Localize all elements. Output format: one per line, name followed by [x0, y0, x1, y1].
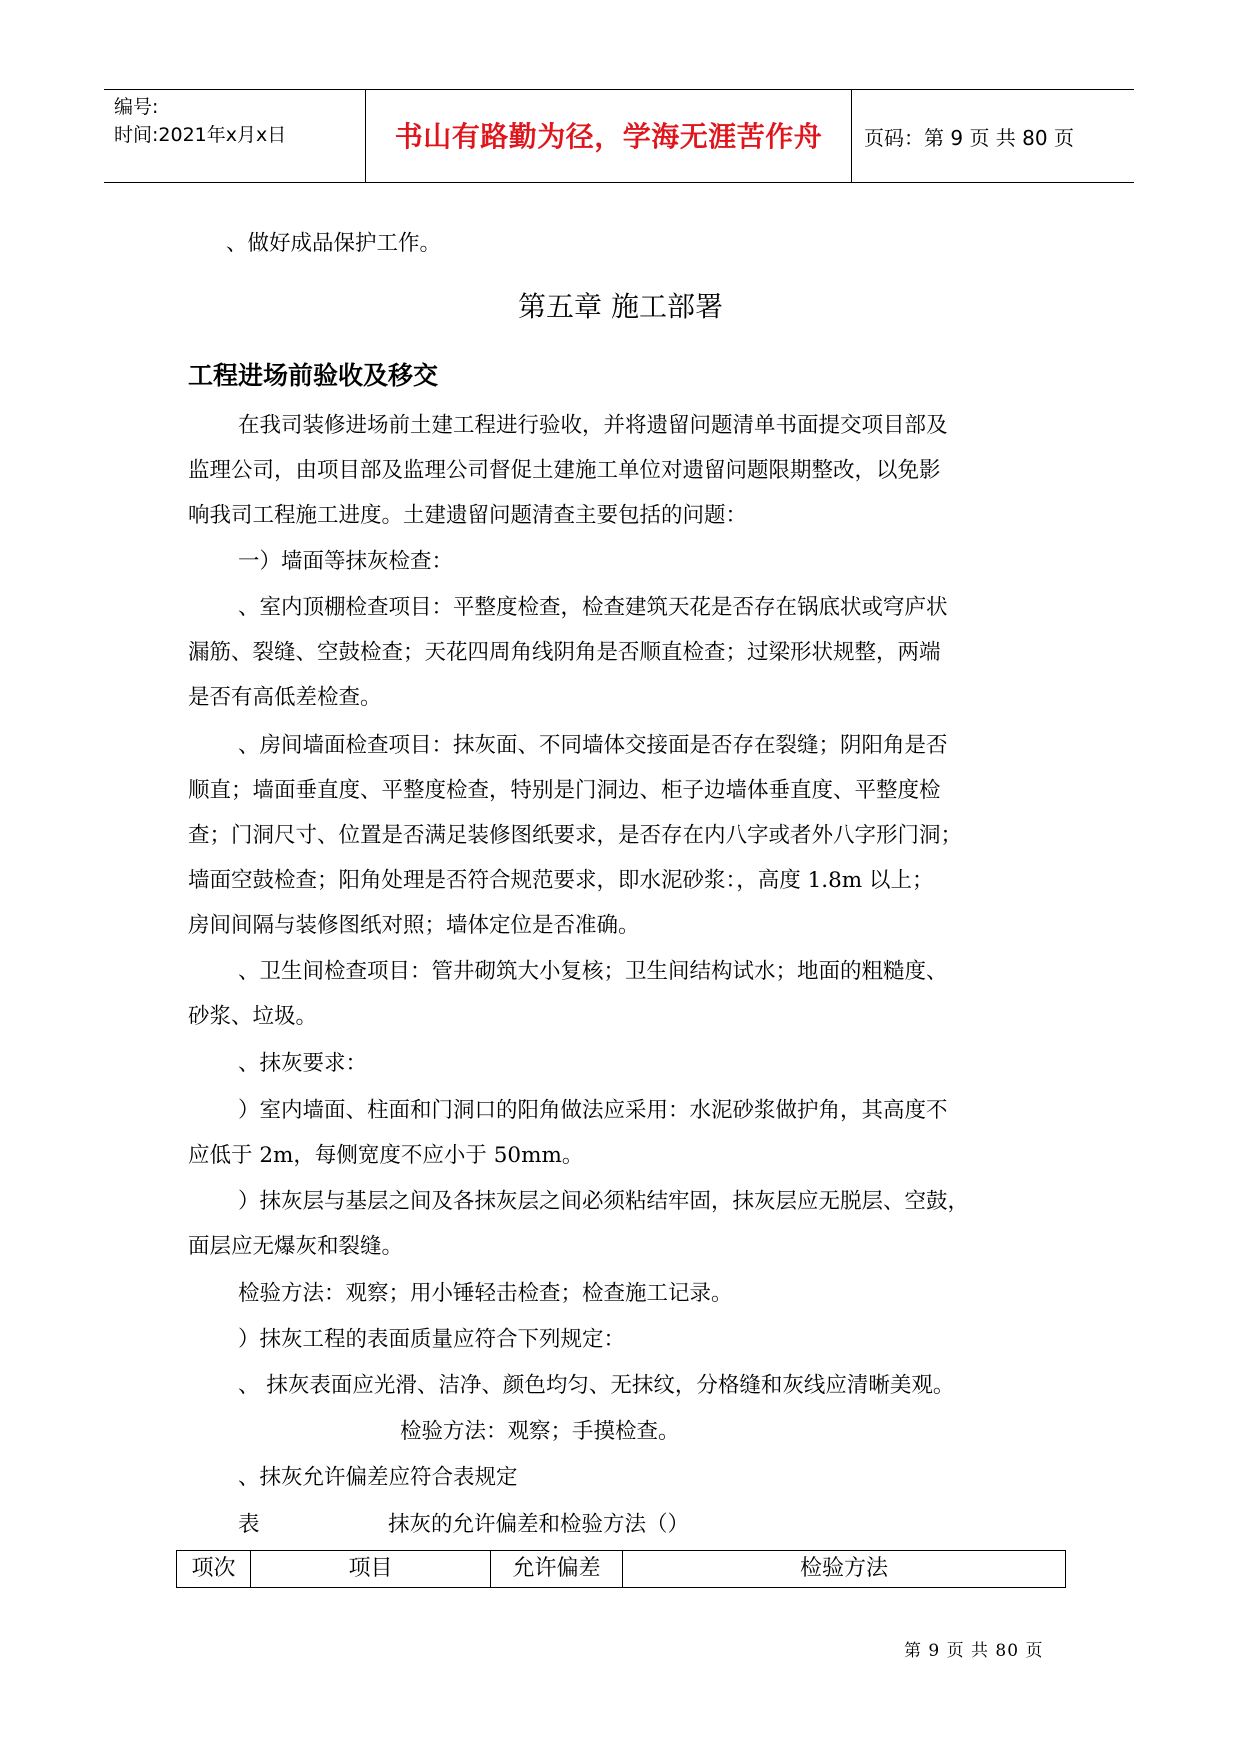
room-wall-line: 查；门洞尺寸、位置是否满足装修图纸要求，是否存在内八字或者外八字形门洞； — [188, 823, 963, 848]
table-caption: 抹灰的允许偏差和检验方法（） — [388, 1512, 690, 1537]
room-wall-line: 房间间隔与装修图纸对照；墙体定位是否准确。 — [188, 913, 640, 938]
paragraph-line: 在我司装修进场前土建工程进行验收，并将遗留问题清单书面提交项目部及 — [238, 413, 948, 438]
document-header — [104, 89, 1134, 183]
room-wall-line: 顺直；墙面垂直度、平整度检查，特别是门洞边、柜子边墙体垂直度、平整度检 — [188, 778, 941, 803]
requirement-item: 、 抹灰表面应光滑、洁净、颜色均匀、无抹纹，分格缝和灰线应清晰美观。 — [238, 1373, 955, 1398]
requirement-line: 面层应无爆灰和裂缝。 — [188, 1234, 404, 1259]
ceiling-line: 漏筋、裂缝、空鼓检查；天花四周角线阴角是否顺直检查；过梁形状规整，两端 — [188, 640, 941, 665]
room-wall-line: 、房间墙面检查项目：抹灰面、不同墙体交接面是否存在裂缝；阴阳角是否 — [238, 733, 948, 758]
ceiling-line: 是否有高低差检查。 — [188, 685, 382, 710]
requirement-line: ）室内墙面、柱面和门洞口的阳角做法应采用：水泥砂浆做护角，其高度不 — [238, 1098, 948, 1123]
inspection-method: 检验方法：观察；手摸检查。 — [400, 1419, 680, 1444]
header-page-label: 页码：第 9 页 共 80 页 — [864, 126, 1074, 150]
requirement-line: ）抹灰工程的表面质量应符合下列规定： — [238, 1327, 626, 1352]
time-label: 时间:2021年x月x日 — [114, 124, 287, 146]
bathroom-line: 砂浆、垃圾。 — [188, 1004, 318, 1029]
table-header-cell: 检验方法 — [799, 1556, 888, 1581]
table-caption-label: 表 — [238, 1512, 260, 1537]
table-header-cell: 项目 — [251, 1551, 491, 1587]
requirement-line: ）抹灰层与基层之间及各抹灰层之间必须粘结牢固，抹灰层应无脱层、空鼓， — [238, 1189, 970, 1214]
section-title: 工程进场前验收及移交 — [188, 361, 439, 390]
page-footer: 第 9 页 共 80 页 — [904, 1641, 1044, 1661]
ceiling-line: 、室内顶棚检查项目：平整度检查，检查建筑天花是否存在锅底状或穹庐状 — [238, 595, 948, 620]
bathroom-line: 、卫生间检查项目：管井砌筑大小复核；卫生间结构试水；地面的粗糙度、 — [238, 959, 948, 984]
table-header-cell: 项次 — [177, 1551, 251, 1587]
requirement-line: 应低于 2m，每侧宽度不应小于 50mm。 — [188, 1143, 584, 1168]
paragraph-line: 监理公司，由项目部及监理公司督促土建施工单位对遗留问题限期整改，以免影 — [188, 458, 941, 483]
chapter-title: 第五章 施工部署 — [518, 290, 723, 323]
header-meta — [114, 93, 286, 149]
wall-check-heading: 一）墙面等抹灰检查： — [238, 549, 454, 574]
header-divider — [851, 90, 852, 182]
number-label: 编号: — [114, 96, 159, 118]
table-header-cell: 允许偏差 — [491, 1551, 623, 1587]
room-wall-line: 墙面空鼓检查；阳角处理是否符合规范要求，即水泥砂浆：，高度 1.8m 以上； — [188, 868, 934, 893]
protect-line: 、做好成品保护工作。 — [226, 231, 442, 256]
header-motto: 书山有路勤为径，学海无涯苦作舟 — [394, 120, 823, 153]
inspection-method: 检验方法：观察；用小锤轻击检查；检查施工记录。 — [238, 1281, 733, 1306]
plaster-requirement-heading: 、抹灰要求： — [238, 1051, 368, 1076]
tolerance-table-header — [176, 1550, 1066, 1588]
tolerance-line: 、抹灰允许偏差应符合表规定 — [238, 1465, 518, 1490]
paragraph-line: 响我司工程施工进度。土建遗留问题清查主要包括的问题： — [188, 503, 748, 528]
